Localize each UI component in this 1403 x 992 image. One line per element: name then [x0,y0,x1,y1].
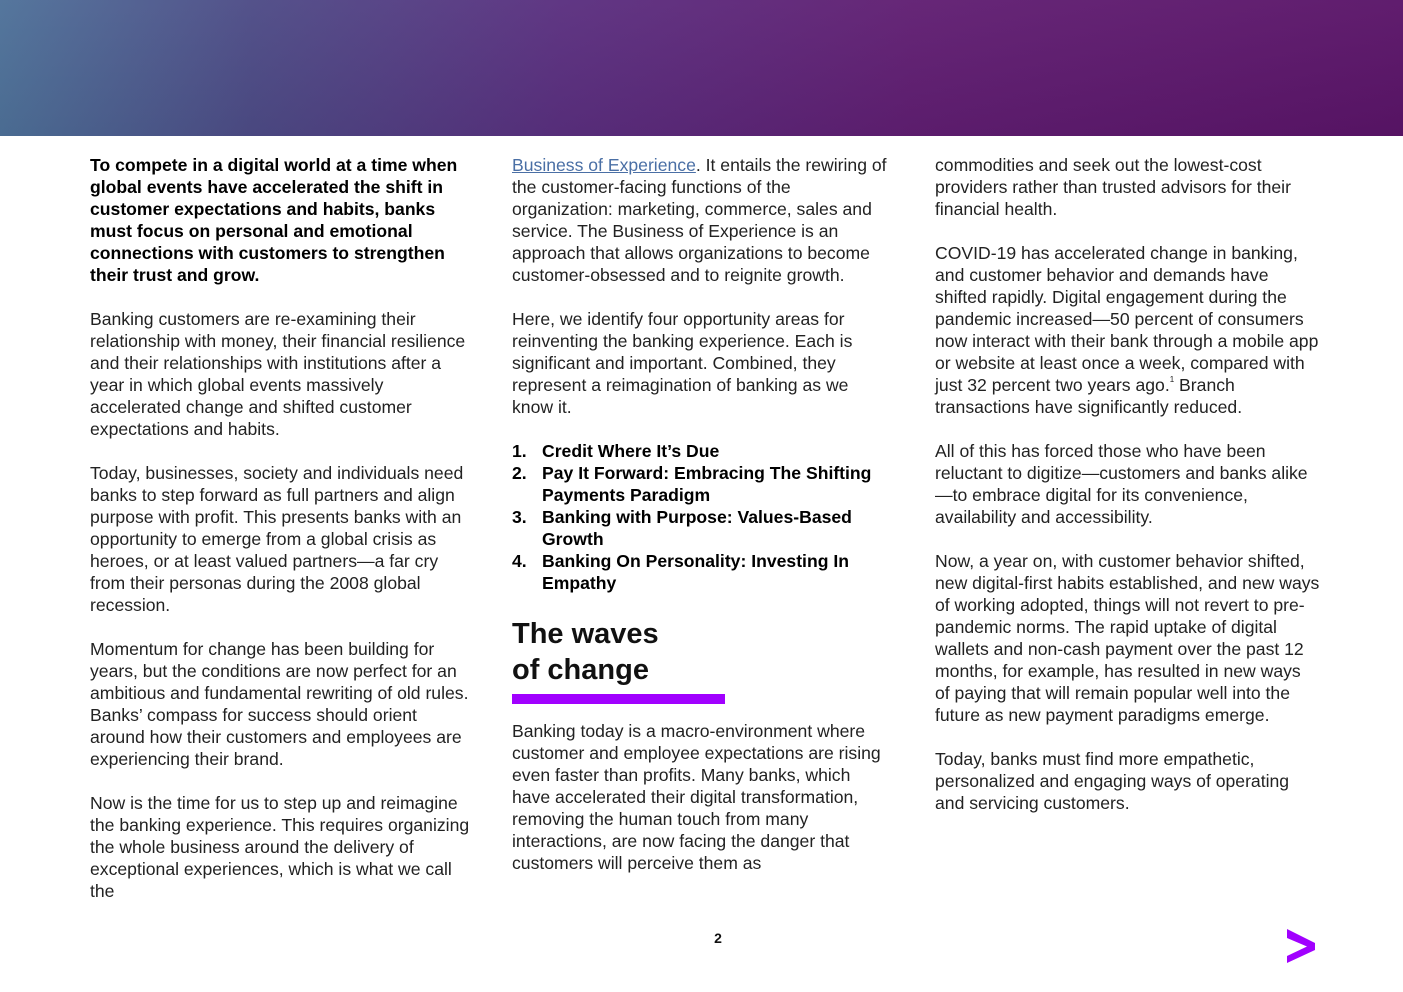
footnote-marker[interactable]: 1 [1169,375,1175,384]
list-item [512,440,892,462]
list-item-text: Pay It Forward: Embracing The Shifting Payments Paradigm [542,463,872,505]
heading-accent-bar [512,694,725,704]
column-left [90,154,470,924]
list-item-text: Banking with Purpose: Values-Based Growth [542,507,852,549]
body-text: . It entails the rewiring of the customer-facing functions of the organization: marketing, commerce, sales and service. The Business of Experience is an approach that allows organizations to become customer-obsessed and to reignite growth. [512,155,887,285]
body-paragraph: All of this has forced those who have been reluctant to digitize—customers and banks alike—to embrace digital for its convenience, availability and accessibility. [935,441,1308,527]
list-item [512,506,892,550]
body-paragraph: commodities and seek out the lowest-cost providers rather than trusted advisors for their financial health. [935,155,1291,219]
heading-line: The waves [512,618,659,650]
list-item [512,462,892,506]
opportunity-list [512,440,892,594]
header-banner [0,0,1403,136]
list-number: 2. [512,463,527,483]
column-middle [512,154,892,896]
list-number: 1. [512,441,527,461]
column-right [935,154,1320,836]
body-paragraph: Now, a year on, with customer behavior shifted, new digital-first habits established, and new ways of working adopted, things will not revert to pre-pandemic norms. The rapid uptake of digital wallets and non-cash payment over the past 12 months, for example, has resulted in new ways of paying that will remain popular well into the future as new payment paradigms emerge. [935,551,1320,725]
body-paragraph: Today, banks must find more empathetic, personalized and engaging ways of operating and servicing customers. [935,749,1290,813]
list-item-text: Credit Where It’s Due [542,441,720,461]
list-number: 4. [512,551,527,571]
body-text: COVID-19 has accelerated change in banking, and customer behavior and demands have shifted rapidly. Digital engagement during the pandemic increased—50 percent of consumers now interact with their bank through a mobile app or website at least once a week, compared with just 32 percent two years ago. [935,243,1319,395]
body-paragraph: Here, we identify four opportunity areas for reinventing the banking experience. Each is significant and important. Combined, they represent a reimagination of banking as we know it. [512,309,853,417]
body-paragraph: Banking today is a macro-environment where customer and employee expectations are rising even faster than profits. Many banks, which have accelerated their digital transformation, removing the human touch from many interactions, are now facing the danger that customers will perceive them as [512,721,881,873]
accenture-greater-than-logo-icon [1285,929,1317,963]
heading-line: of change [512,654,649,686]
section-heading [512,616,892,688]
body-paragraph: Now is the time for us to step up and reimagine the banking experience. This requires organizing the whole business around the delivery of exceptional experiences, which is what we call the [90,793,470,901]
list-number: 3. [512,507,527,527]
page-number: 2 [714,930,722,946]
body-text: Branch transactions have significantly reduced. [935,375,1243,417]
body-paragraph: Today, businesses, society and individuals need banks to step forward as full partners and align purpose with profit. This presents banks with an opportunity to emerge from a global crisis as heroes, or at least valued partners—a far cry from their personas during the 2008 global recession. [90,463,464,615]
lead-paragraph: To compete in a digital world at a time when global events have accelerated the shift in customer expectations and habits, banks must focus on personal and emotional connections with customers to strengthen their trust and grow. [90,155,458,285]
list-item-text: Banking On Personality: Investing In Empathy [542,551,849,593]
business-of-experience-link[interactable]: Business of Experience [512,155,696,175]
list-item [512,550,892,594]
body-paragraph [512,154,892,286]
body-paragraph: Banking customers are re-examining their relationship with money, their financial resilience and their relationships with institutions after a year in which global events massively accelerated change and shifted customer expectations and habits. [90,309,466,439]
body-paragraph: Momentum for change has been building for years, but the conditions are now perfect for an ambitious and fundamental rewriting of old rules. Banks’ compass for success should orient around how their customers and employees are experiencing their brand. [90,639,469,769]
body-paragraph [935,242,1320,418]
